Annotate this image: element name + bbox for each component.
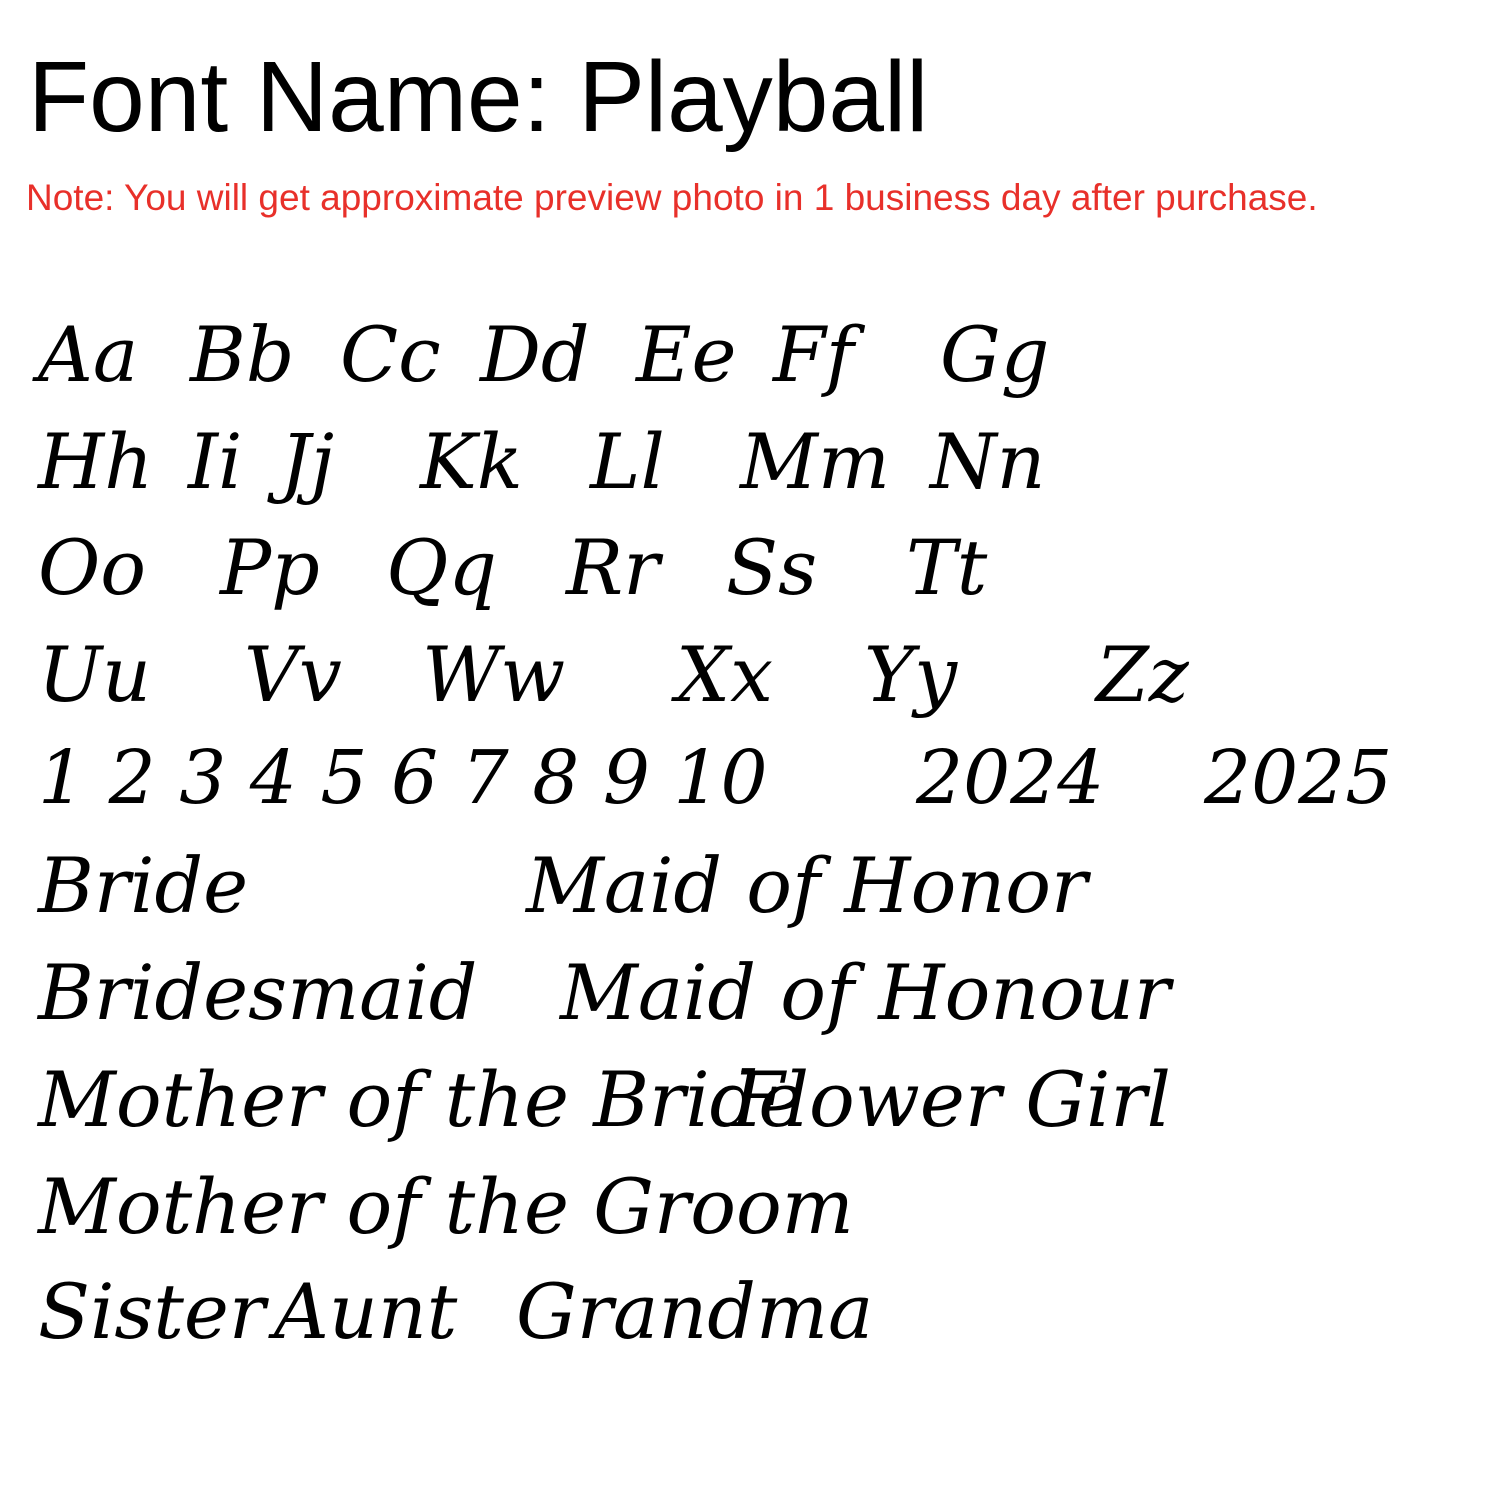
alphabet-row-u-z [38, 625, 1478, 725]
sample-digits: 1 2 3 4 5 6 7 8 9 10 [38, 735, 768, 821]
phrase-row-family [38, 1262, 1478, 1362]
sample-grandma: Grandma [516, 1267, 874, 1356]
phrase-row-bridesmaid [38, 943, 1478, 1043]
sample-mother-of-the-bride: Mother of the Bride [38, 1055, 804, 1144]
sample-rr: Rr [566, 523, 660, 612]
sample-zz: Zz [1096, 630, 1189, 719]
sample-ii: Ii [188, 417, 243, 506]
sample-xx: Xx [676, 630, 773, 719]
sample-kk: Kk [420, 417, 523, 506]
sample-maid-of-honor: Maid of Honor [526, 841, 1088, 930]
sample-flower-girl: Flower Girl [732, 1055, 1171, 1144]
sample-bb: Bb [190, 310, 295, 399]
purchase-note: Note: You will get approximate preview photo in 1 business day after purchase. [26, 177, 1318, 218]
sample-dd: Dd [480, 310, 590, 399]
numbers-row [38, 728, 1478, 828]
sample-bridesmaid: Bridesmaid [38, 948, 478, 1037]
sample-ww: Ww [422, 630, 566, 719]
sample-year-2024: 2024 [916, 735, 1105, 821]
alphabet-row-h-n [38, 412, 1478, 512]
sample-pp: Pp [220, 523, 320, 612]
sample-sister: Sister [38, 1267, 266, 1356]
sample-ll: Ll [590, 417, 665, 506]
alphabet-row-o-t [38, 518, 1478, 618]
sample-mother-of-the-groom: Mother of the Groom [38, 1162, 854, 1251]
sample-tt: Tt [906, 523, 988, 612]
alphabet-row-a-g [38, 305, 1478, 405]
phrase-row-mother-bride [38, 1050, 1478, 1150]
font-name-title: Font Name: Playball [28, 41, 929, 153]
sample-ss: Ss [726, 523, 818, 612]
sample-bride: Bride [38, 841, 249, 930]
sample-hh: Hh [38, 417, 154, 506]
phrase-row-bride [38, 836, 1478, 936]
sample-aa: Aa [38, 310, 139, 399]
sample-cc: Cc [340, 310, 441, 399]
sample-aunt: Aunt [274, 1267, 458, 1356]
sample-nn: Nn [930, 417, 1046, 506]
sample-ff: Ff [773, 310, 854, 399]
sample-oo: Oo [38, 523, 147, 612]
sample-maid-of-honour: Maid of Honour [560, 948, 1171, 1037]
sample-uu: Uu [38, 630, 151, 719]
phrase-row-mother-groom [38, 1157, 1478, 1257]
sample-qq: Qq [386, 523, 497, 612]
sample-jj: Jj [280, 417, 335, 506]
sample-yy: Yy [864, 630, 958, 719]
sample-year-2025: 2025 [1204, 735, 1393, 821]
sample-vv: Vv [244, 630, 342, 719]
sample-gg: Gg [940, 310, 1050, 399]
sample-mm: Mm [740, 417, 890, 506]
sample-ee: Ee [636, 310, 737, 399]
